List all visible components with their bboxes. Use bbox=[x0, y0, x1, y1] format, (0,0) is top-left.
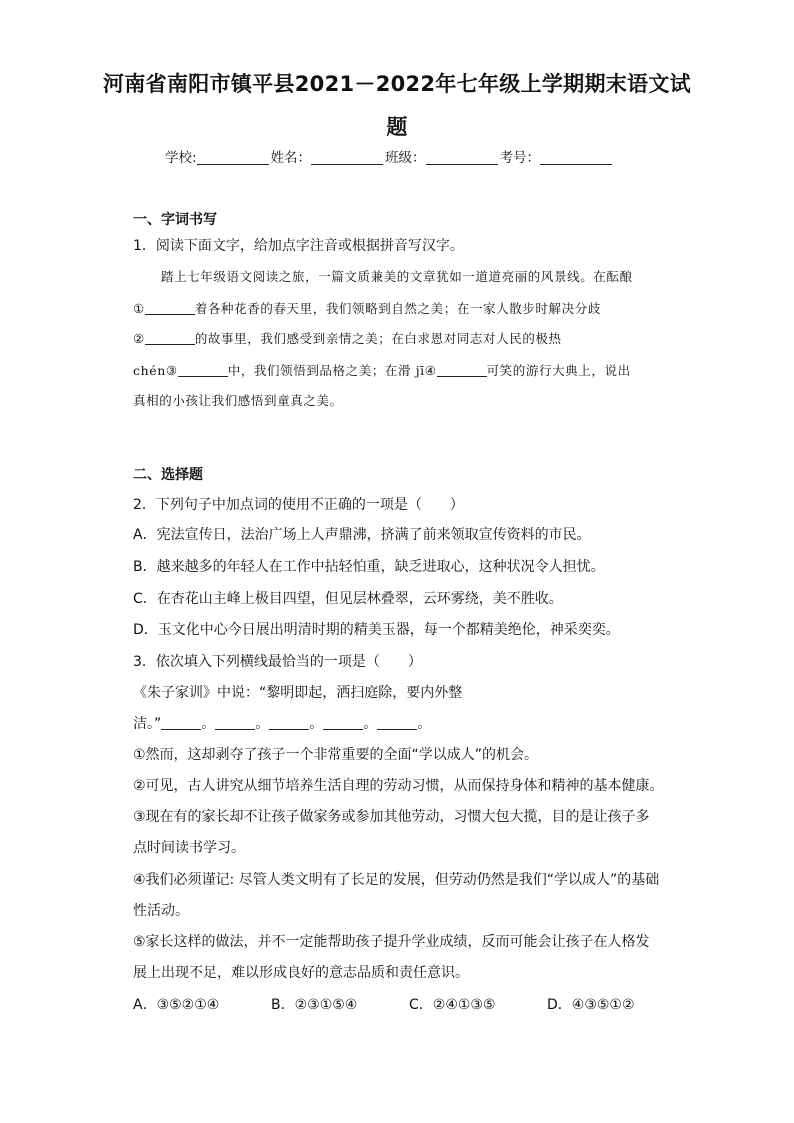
question-1: 1．阅读下面文字，给加点字注音或根据拼音写汉字。 bbox=[133, 238, 464, 254]
passage-text: 中，我们领悟到品格之美；在滑 jī④ bbox=[227, 363, 437, 378]
sentence-4-cont: 性活动。 bbox=[133, 903, 189, 919]
sequence-blank-5[interactable] bbox=[377, 717, 417, 730]
passage-line-4 bbox=[133, 361, 631, 379]
answer-blank-3[interactable] bbox=[178, 364, 228, 377]
id-label: 考号： bbox=[499, 150, 541, 166]
q2-option-c[interactable]: C．在杏花山主峰上极目四望，但见层林叠翠，云环雾绕，美不胜收。 bbox=[133, 591, 563, 607]
sequence-blank-2[interactable] bbox=[215, 717, 255, 730]
passage-text: 着各种花香的春天里，我们领略到自然之美；在一家人散步时解决分歧 bbox=[194, 301, 601, 316]
class-label: 班级： bbox=[385, 150, 426, 166]
sentence-4: ④我们必须谨记: 尽管人类文明有了长足的发展，但劳动仍然是我们“学以成人”的基础 bbox=[133, 872, 660, 888]
passage-line-3 bbox=[133, 329, 562, 347]
sentence-3: ③现在有的家长却不让孩子做家务或参加其他劳动，习惯大包大揽，目的是让孩子多 bbox=[133, 809, 650, 825]
answer-blank-2[interactable] bbox=[145, 332, 195, 345]
answer-blank-4[interactable] bbox=[437, 364, 487, 377]
q2-option-d[interactable]: D．玉文化中心今日展出明清时期的精美玉器，每一个都精美绝伦，神采奕奕。 bbox=[133, 622, 620, 638]
blank-label-3: chén③ bbox=[133, 363, 178, 378]
blank-label-1: ① bbox=[133, 301, 145, 316]
exam-title-continued: 题 bbox=[386, 115, 408, 139]
sequence-blank-1[interactable] bbox=[161, 717, 201, 730]
name-field[interactable] bbox=[311, 150, 383, 165]
q3-blanks-row: 洁。” 。 。 。 。 。 bbox=[133, 716, 432, 732]
question-2: 2．下列句子中加点词的使用不正确的一项是（ ） bbox=[133, 497, 464, 513]
q2-option-a[interactable]: A．宪法宣传日，法治广场上人声鼎沸，挤满了前来领取宣传资料的市民。 bbox=[133, 527, 591, 543]
sentence-5-cont: 展上出现不足，难以形成良好的意志品质和责任意识。 bbox=[133, 965, 469, 981]
passage-line-1: 踏上七年级语文阅读之旅，一篇文质兼美的文章犹如一道道亮丽的风景线。在酝酿 bbox=[161, 269, 633, 284]
sequence-blank-3[interactable] bbox=[269, 717, 309, 730]
sentence-2: ②可见，古人讲究从细节培养生活自理的劳动习惯，从而保持身体和精神的基本健康。 bbox=[133, 778, 664, 794]
section-heading-1: 一、字词书写 bbox=[133, 212, 217, 228]
question-3: 3．依次填入下列横线最恰当的一项是（ ） bbox=[133, 654, 422, 670]
answer-blank-1[interactable] bbox=[145, 302, 195, 315]
passage-line-2 bbox=[133, 299, 601, 317]
class-field[interactable] bbox=[426, 150, 498, 165]
q3-option-a[interactable]: A．③⑤②①④ bbox=[133, 997, 220, 1013]
q3-option-b[interactable]: B．②③①⑤④ bbox=[271, 997, 358, 1013]
sequence-blank-4[interactable] bbox=[323, 717, 363, 730]
school-label: 学校: bbox=[165, 150, 197, 166]
id-field[interactable] bbox=[540, 150, 612, 165]
sentence-3-cont: 点时间读书学习。 bbox=[133, 840, 245, 856]
passage-text: 可笑的游行大典上，说出 bbox=[486, 363, 631, 378]
exam-title: 河南省南阳市镇平县2021－2022年七年级上学期期末语文试 bbox=[103, 72, 691, 96]
q3-option-d[interactable]: D．④③⑤①② bbox=[547, 997, 635, 1013]
q3-quote-end: 洁。” bbox=[133, 716, 162, 732]
q3-option-c[interactable]: C．②④①③⑤ bbox=[409, 997, 496, 1013]
blank-label-2: ② bbox=[133, 331, 145, 346]
name-label: 姓名： bbox=[270, 150, 312, 166]
q3-quote: 《朱子家训》中说：“黎明即起，洒扫庭除，要内外整 bbox=[133, 685, 463, 701]
q2-option-b[interactable]: B．越来越多的年轻人在工作中拈轻怕重，缺乏进取心，这种状况令人担忧。 bbox=[133, 559, 605, 575]
sentence-1: ①然而，这却剥夺了孩子一个非常重要的全面“学以成人”的机会。 bbox=[133, 747, 539, 763]
passage-text: 的故事里，我们感受到亲情之美；在白求恩对同志对人民的极热 bbox=[194, 331, 562, 346]
school-field[interactable] bbox=[197, 150, 269, 165]
student-info-row bbox=[165, 146, 614, 166]
sentence-5: ⑤家长这样的做法，并不一定能帮助孩子提升学业成绩，反而可能会让孩子在人格发 bbox=[133, 934, 650, 950]
passage-line-5: 真相的小孩让我们感悟到童真之美。 bbox=[133, 393, 343, 408]
section-heading-2: 二、选择题 bbox=[133, 467, 203, 483]
